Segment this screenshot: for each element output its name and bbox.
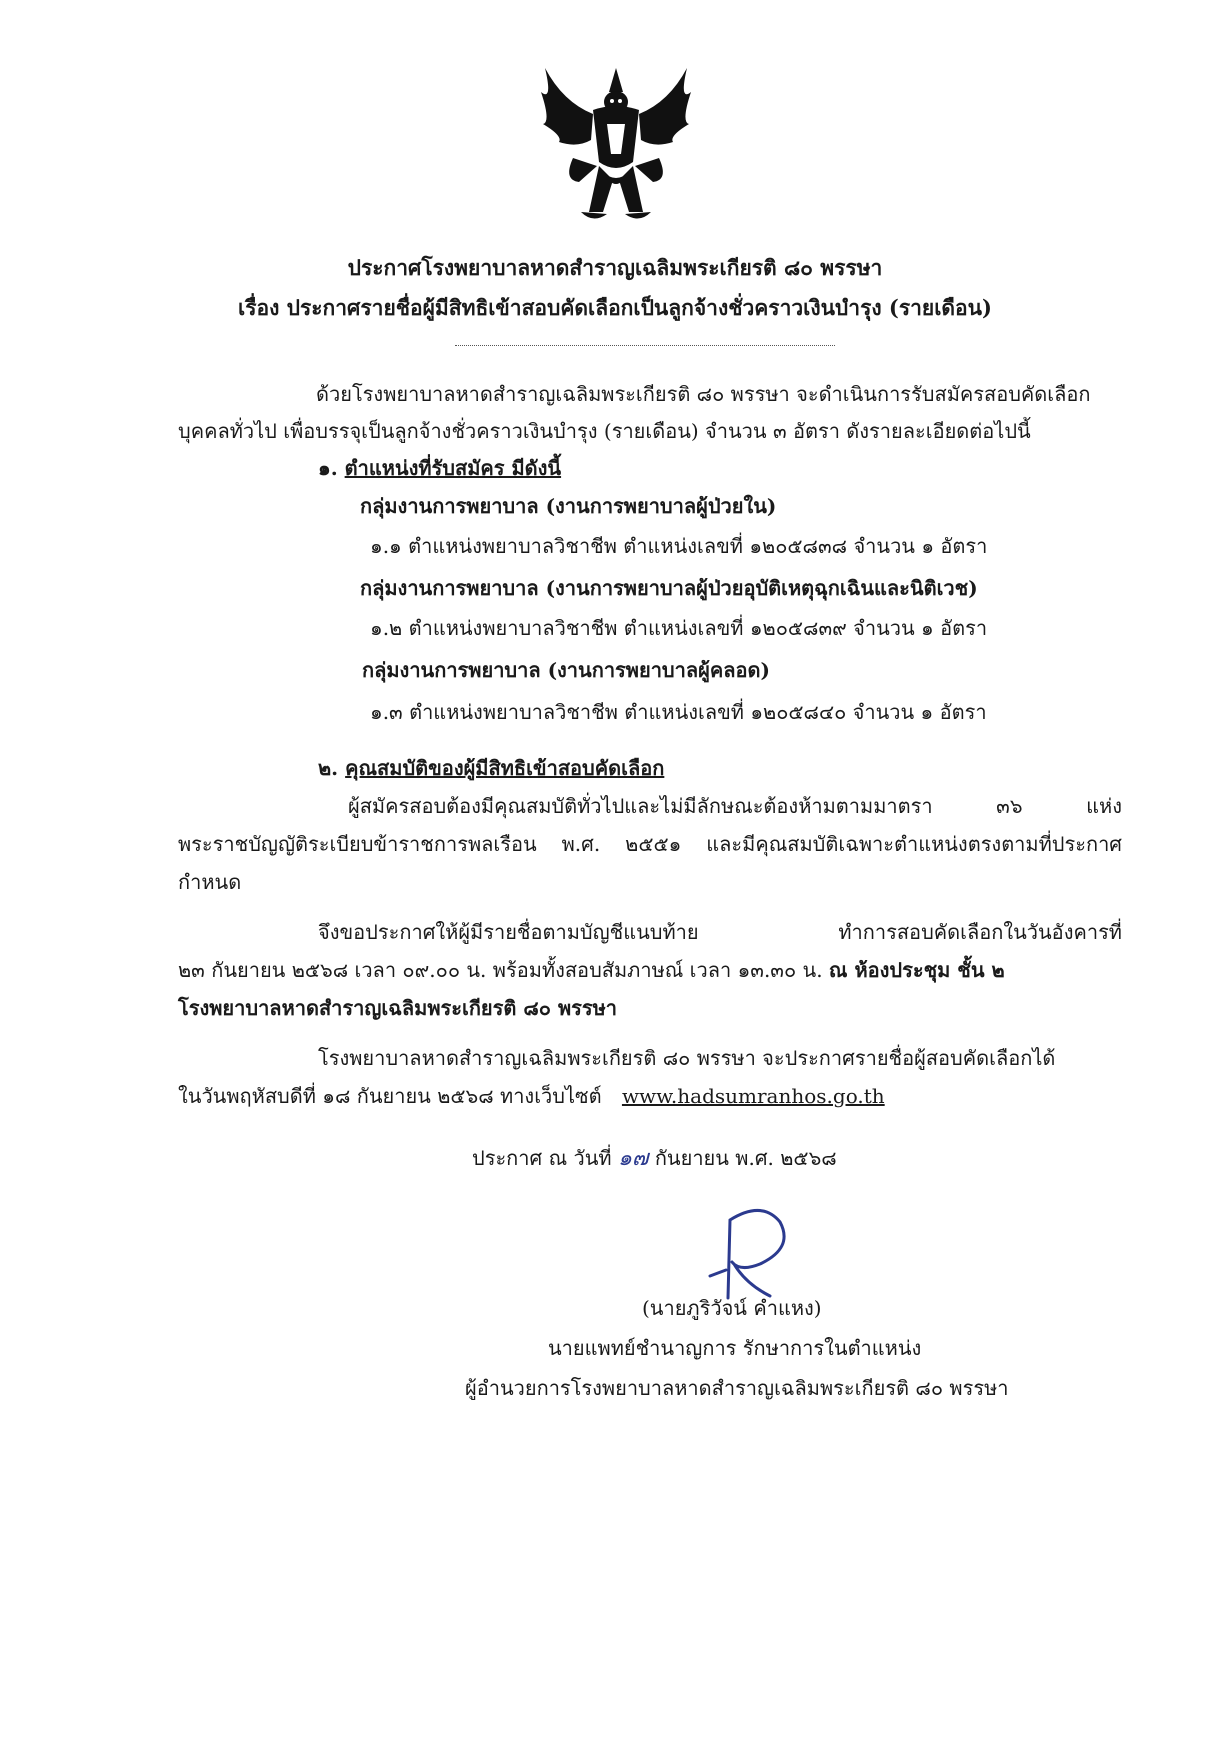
group-name: กลุ่มงานการพยาบาล (งานการพยาบาลผู้คลอด) [362,658,770,682]
result-line-1: โรงพยาบาลหาดสำราญเฉลิมพระเกียรติ ๘๐ พรรษา จะประกาศรายชื่อผู้สอบคัดเลือกได้ [318,1046,1056,1070]
intro-line-1: ด้วยโรงพยาบาลหาดสำราญเฉลิมพระเกียรติ ๘๐ พรรษา จะดำเนินการรับสมัครสอบคัดเลือก [316,382,1091,406]
divider [455,345,835,346]
website-link[interactable]: www.hadsumranhos.go.th [621,1084,885,1108]
signatory-position-1: นายแพทย์ชำนาญการ รักษาการในตำแหน่ง [548,1336,922,1360]
signatory-name: (นายภูริวัจน์ คำแหง) [642,1296,822,1320]
group-name: กลุ่มงานการพยาบาล (งานการพยาบาลผู้ป่วยใน) [360,494,777,518]
exam-line-3: โรงพยาบาลหาดสำราญเฉลิมพระเกียรติ ๘๐ พรรษา [178,996,618,1020]
result-line-2: ในวันพฤหัสบดีที่ ๑๘ กันยายน ๒๕๖๘ ทางเว็บไซต์ www.hadsumranhos.go.th [178,1084,885,1108]
position-item: ๑.๓ ตำแหน่งพยาบาลวิชาชีพ ตำแหน่งเลขที่ ๑๒๐๕๘๔๐ จำนวน ๑ อัตรา [370,700,987,724]
garuda-emblem-icon [533,62,699,232]
section2-heading: ๒. คุณสมบัติของผู้มีสิทธิเข้าสอบคัดเลือก [318,756,665,780]
dateline: ประกาศ ณ วันที่ ๑๗ กันยายน พ.ศ. ๒๕๖๘ [472,1146,837,1171]
section1-heading: ๑. ตำแหน่งที่รับสมัคร มีดังนี้ [318,456,562,480]
intro-line-2: บุคคลทั่วไป เพื่อบรรจุเป็นลูกจ้างชั่วคราวเงินบำรุง (รายเดือน) จำนวน ๓ อัตรา ดังรายละเอียดต่อไปนี้ [178,419,1031,443]
announcement-title: ประกาศโรงพยาบาลหาดสำราญเฉลิมพระเกียรติ ๘๐ พรรษา [347,255,883,280]
exam-line-1: จึงขอประกาศให้ผู้มีรายชื่อตามบัญชีแนบท้าย ทำการสอบคัดเลือกในวันอังคารที่ [318,920,1122,944]
qualification-line-2: พระราชบัญญัติระเบียบข้าราชการพลเรือน พ.ศ. ๒๕๕๑ และมีคุณสมบัติเฉพาะตำแหน่งตรงตามที่ประกาศ [178,832,1122,856]
qualification-line-1: ผู้สมัครสอบต้องมีคุณสมบัติทั่วไปและไม่มีลักษณะต้องห้ามตามมาตรา ๓๖ แห่ง [348,794,1122,818]
position-item: ๑.๒ ตำแหน่งพยาบาลวิชาชีพ ตำแหน่งเลขที่ ๑๒๐๕๘๓๙ จำนวน ๑ อัตรา [370,616,988,640]
announcement-subject: เรื่อง ประกาศรายชื่อผู้มีสิทธิเข้าสอบคัดเลือกเป็นลูกจ้างชั่วคราวเงินบำรุง (รายเดือน) [238,295,992,320]
signatory-position-2: ผู้อำนวยการโรงพยาบาลหาดสำราญเฉลิมพระเกียรติ ๘๐ พรรษา [465,1376,1009,1400]
exam-line-2: ๒๓ กันยายน ๒๕๖๘ เวลา ๐๙.๐๐ น. พร้อมทั้งสอบสัมภาษณ์ เวลา ๑๓.๓๐ น. ณ ห้องประชุม ชั้น ๒ [178,958,1005,982]
position-item: ๑.๑ ตำแหน่งพยาบาลวิชาชีพ ตำแหน่งเลขที่ ๑๒๐๕๘๓๘ จำนวน ๑ อัตรา [370,534,988,558]
group-name: กลุ่มงานการพยาบาล (งานการพยาบาลผู้ป่วยอุบัติเหตุฉุกเฉินและนิติเวช) [360,576,978,600]
handwritten-day: ๑๗ [617,1146,649,1171]
qualification-line-3: กำหนด [178,870,242,894]
